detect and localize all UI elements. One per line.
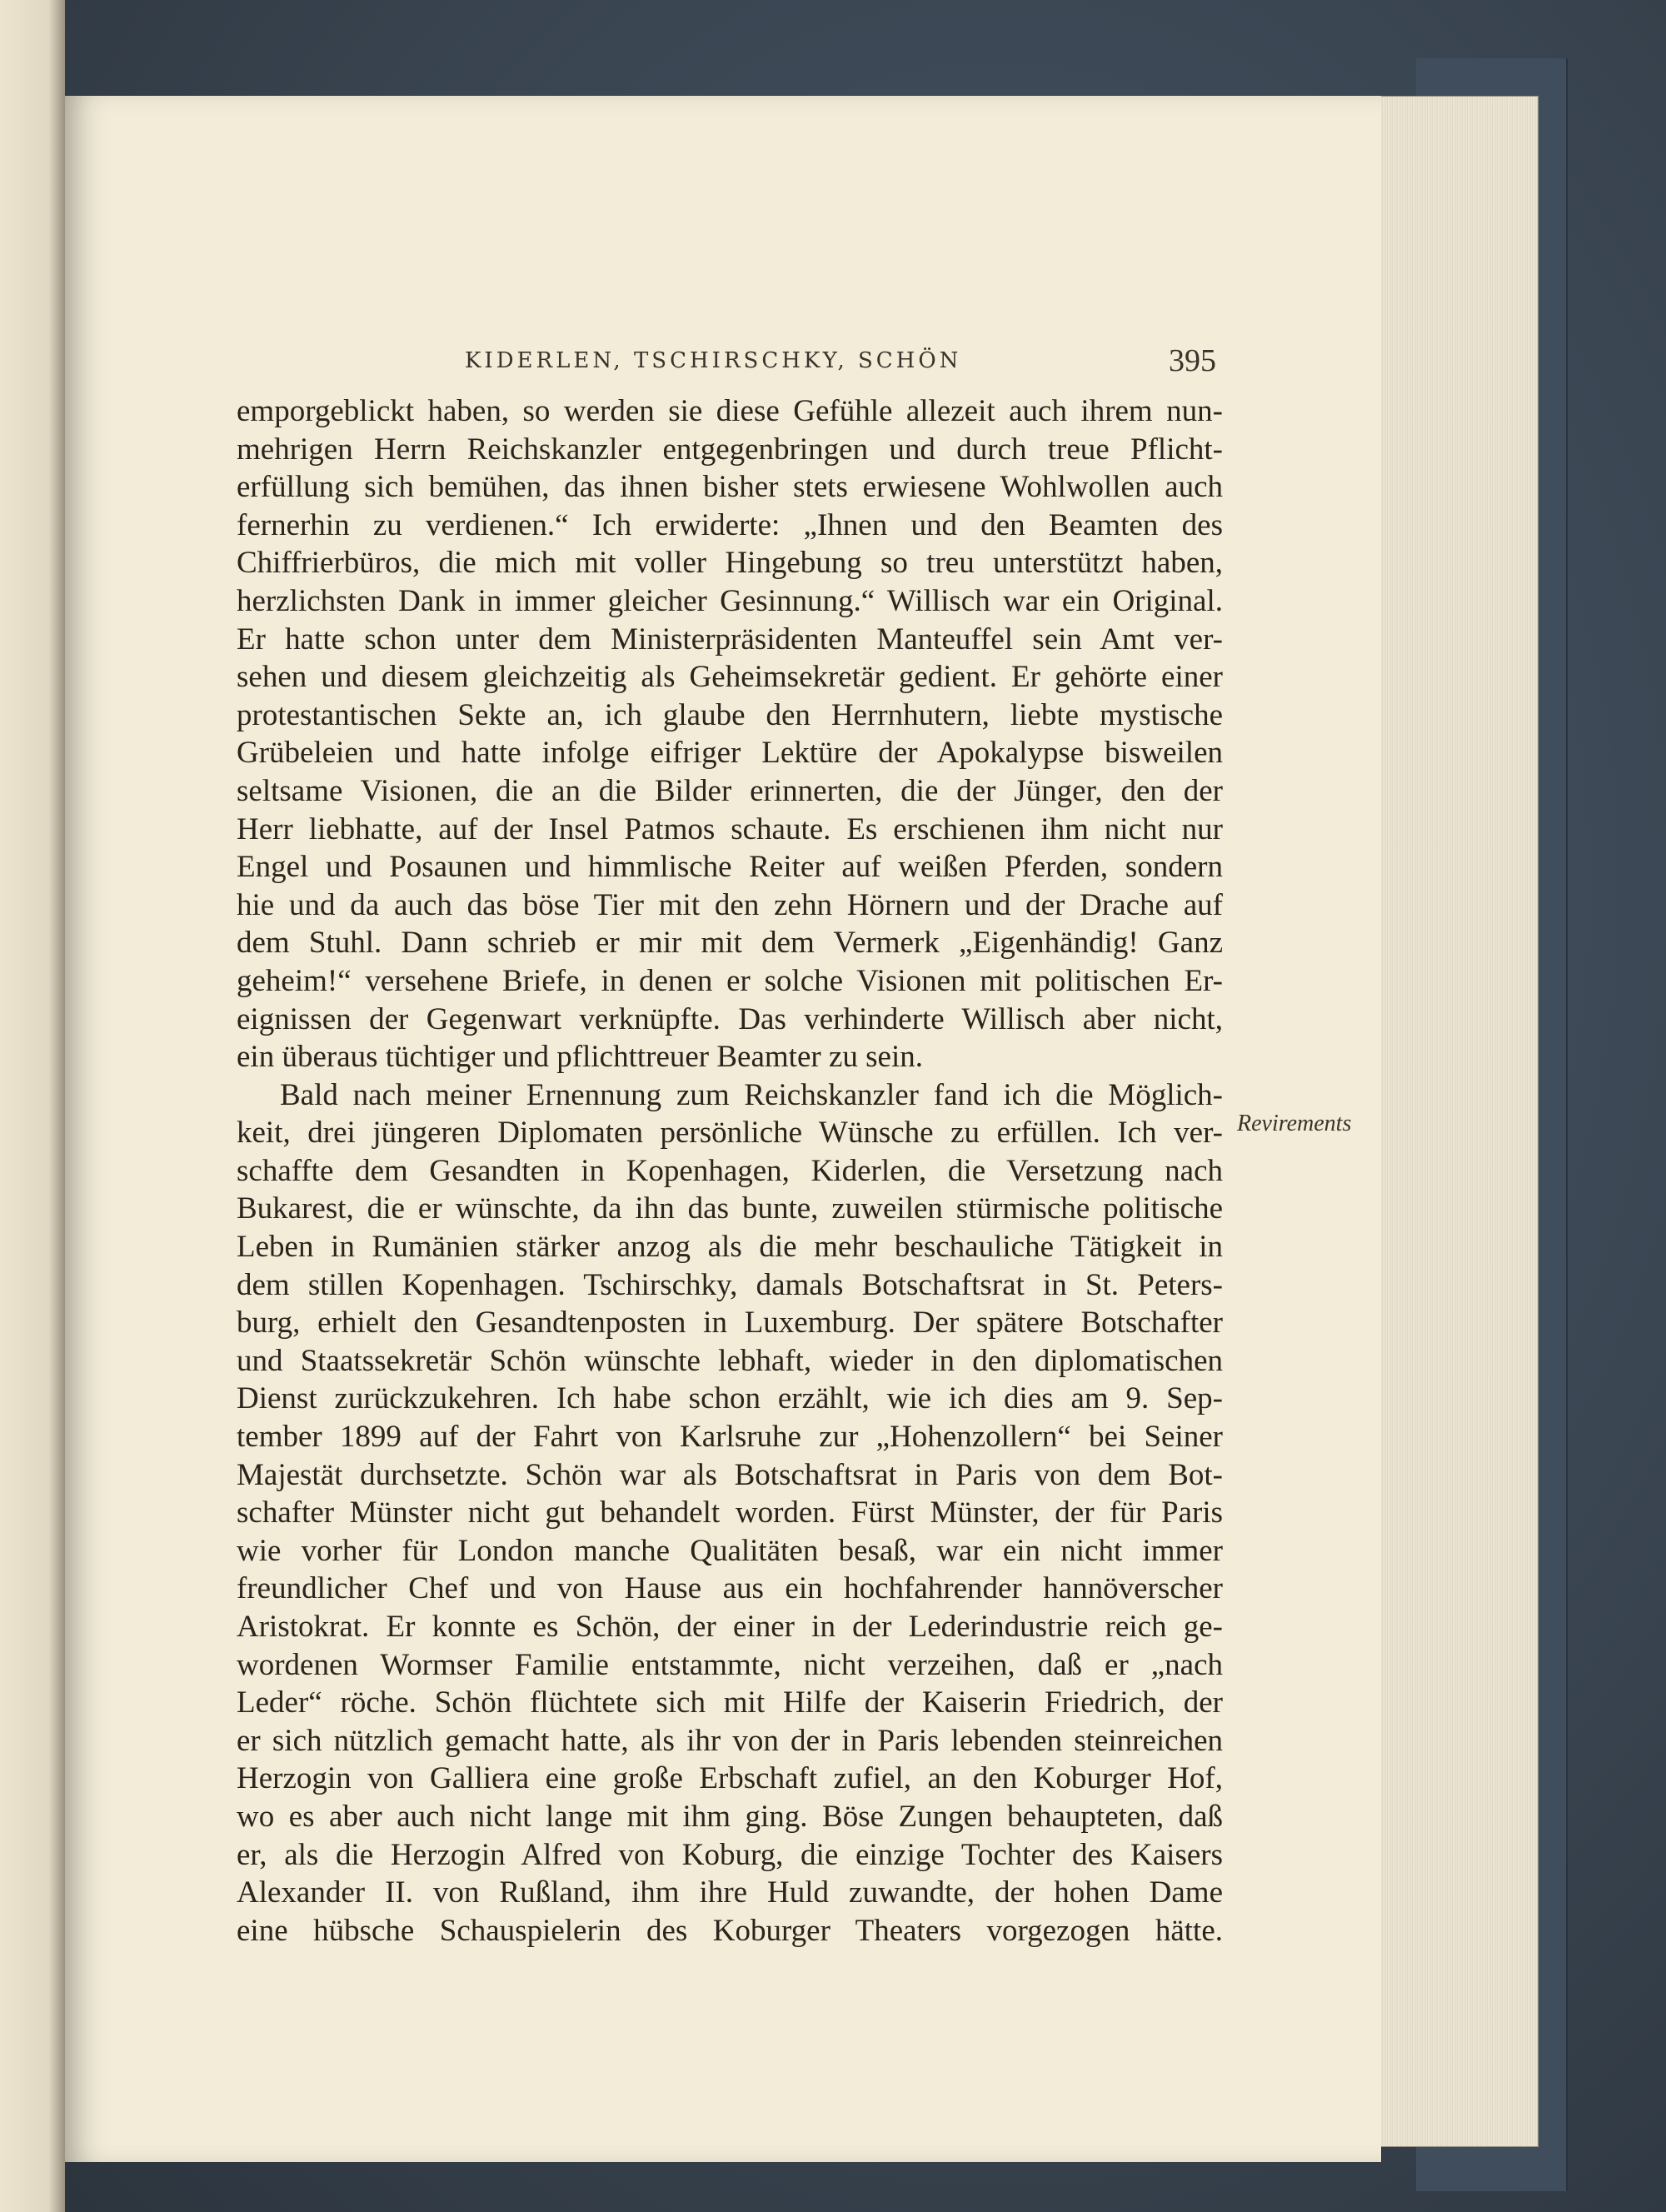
text-line: schafter Münster nicht gut behandelt worden. Fürst Münster, der für Paris	[237, 1495, 1223, 1530]
text-line: Dienst zurückzukehren. Ich habe schon erzählt, wie ich dies am 9. Sep-	[237, 1381, 1223, 1416]
text-line: emporgeblickt haben, so werden sie diese Gefühle allezeit auch ihrem nun-	[237, 394, 1223, 428]
text-line: burg, erhielt den Gesandtenposten in Luxemburg. Der spätere Botschafter	[237, 1306, 1223, 1341]
text-line: wo es aber auch nicht lange mit ihm ging. Böse Zungen behaupteten, daß	[237, 1799, 1223, 1834]
book-page	[65, 96, 1381, 2162]
text-line: eignissen der Gegenwart verknüpfte. Das verhinderte Willisch aber nicht,	[237, 1001, 1223, 1036]
text-line: wie vorher für London manche Qualitäten besaß, war ein nicht immer	[237, 1533, 1223, 1568]
text-line: Bald nach meiner Ernennung zum Reichskanzler fand ich die Möglich-	[280, 1077, 1223, 1112]
text-line: keit, drei jüngeren Diplomaten persönliche Wünsche zu erfüllen. Ich ver-	[237, 1116, 1223, 1151]
text-line: er sich nützlich gemacht hatte, als ihr von der in Paris lebenden steinreichen	[237, 1723, 1223, 1758]
text-line: Alexander II. von Rußland, ihm ihre Huld zuwandte, der hohen Dame	[237, 1875, 1223, 1910]
text-line: erfüllung sich bemühen, das ihnen bisher stets erwiesene Wohlwollen auch	[237, 470, 1223, 505]
left-page-edge	[0, 0, 65, 2212]
text-line: schaffte dem Gesandten in Kopenhagen, Kiderlen, die Versetzung nach	[237, 1153, 1223, 1188]
text-line: fernerhin zu verdienen.“ Ich erwiderte: „Ihnen und den Beamten des	[237, 507, 1223, 542]
text-line: und Staatssekretär Schön wünschte lebhaft, wieder in den diplomatischen	[237, 1343, 1223, 1378]
text-line: herzlichsten Dank in immer gleicher Gesinnung.“ Willisch war ein Original.	[237, 583, 1223, 618]
text-line: eine hübsche Schauspielerin des Koburger Theaters vorgezogen hätte.	[237, 1913, 1223, 1948]
text-line: Chiffrierbüros, die mich mit voller Hingebung so treu unterstützt haben,	[237, 546, 1223, 581]
text-line: Majestät durchsetzte. Schön war als Botschaftsrat in Paris von dem Bot-	[237, 1457, 1223, 1492]
body-text	[237, 392, 1223, 1950]
text-line: Herzogin von Galliera eine große Erbschaft zufiel, an den Koburger Hof,	[237, 1761, 1223, 1796]
text-line: Grübeleien und hatte infolge eifriger Lektüre der Apokalypse bisweilen	[237, 736, 1223, 771]
text-line: Herr liebhatte, auf der Insel Patmos schaute. Es erschienen ihm nicht nur	[237, 811, 1223, 846]
text-line: protestantischen Sekte an, ich glaube den Herrnhutern, liebte mystische	[237, 697, 1223, 732]
marginal-note: Revirements	[1237, 1111, 1352, 1136]
text-line: Bukarest, die er wünschte, da ihn das bunte, zuweilen stürmische politische	[237, 1191, 1223, 1226]
text-line: Er hatte schon unter dem Ministerpräsidenten Manteuffel sein Amt ver-	[237, 622, 1223, 657]
text-line: Leder“ röche. Schön flüchtete sich mit Hilfe der Kaiserin Friedrich, der	[237, 1685, 1223, 1720]
text-line: sehen und diesem gleichzeitig als Geheimsekretär gedient. Er gehörte einer	[237, 660, 1223, 695]
text-line: hie und da auch das böse Tier mit den zehn Hörnern und der Drache auf	[237, 887, 1223, 922]
text-line: dem Stuhl. Dann schrieb er mir mit dem Vermerk „Eigenhändig! Ganz	[237, 926, 1223, 961]
text-line: tember 1899 auf der Fahrt von Karlsruhe zur „Hohenzollern“ bei Seiner	[237, 1420, 1223, 1455]
text-line: wordenen Wormser Familie entstammte, nicht verzeihen, daß er „nach	[237, 1647, 1223, 1682]
text-line: geheim!“ versehene Briefe, in denen er solche Visionen mit politischen Er-	[237, 963, 1223, 998]
page-stack-edges	[1366, 96, 1539, 2147]
text-line: seltsame Visionen, die an die Bilder erinnerten, die der Jünger, den der	[237, 773, 1223, 808]
text-line: er, als die Herzogin Alfred von Koburg, die einzige Tochter des Kaisers	[237, 1837, 1223, 1872]
running-head: KIDERLEN, TSCHIRSCHKY, SCHÖN	[465, 348, 962, 373]
text-line: dem stillen Kopenhagen. Tschirschky, damals Botschaftsrat in St. Peters-	[237, 1267, 1223, 1302]
text-line: mehrigen Herrn Reichskanzler entgegenbringen und durch treue Pflicht-	[237, 432, 1223, 467]
text-line: Engel und Posaunen und himmlische Reiter auf weißen Pferden, sondern	[237, 850, 1223, 885]
text-line: Leben in Rumänien stärker anzog als die mehr beschauliche Tätigkeit in	[237, 1230, 1223, 1265]
text-line: ein überaus tüchtiger und pflichttreuer Beamter zu sein.	[237, 1040, 923, 1075]
text-line: Aristokrat. Er konnte es Schön, der einer in der Lederindustrie reich ge-	[237, 1610, 1223, 1644]
page-number: 395	[1169, 343, 1216, 378]
text-line: freundlicher Chef und von Hause aus ein hochfahrender hannöverscher	[237, 1571, 1223, 1606]
